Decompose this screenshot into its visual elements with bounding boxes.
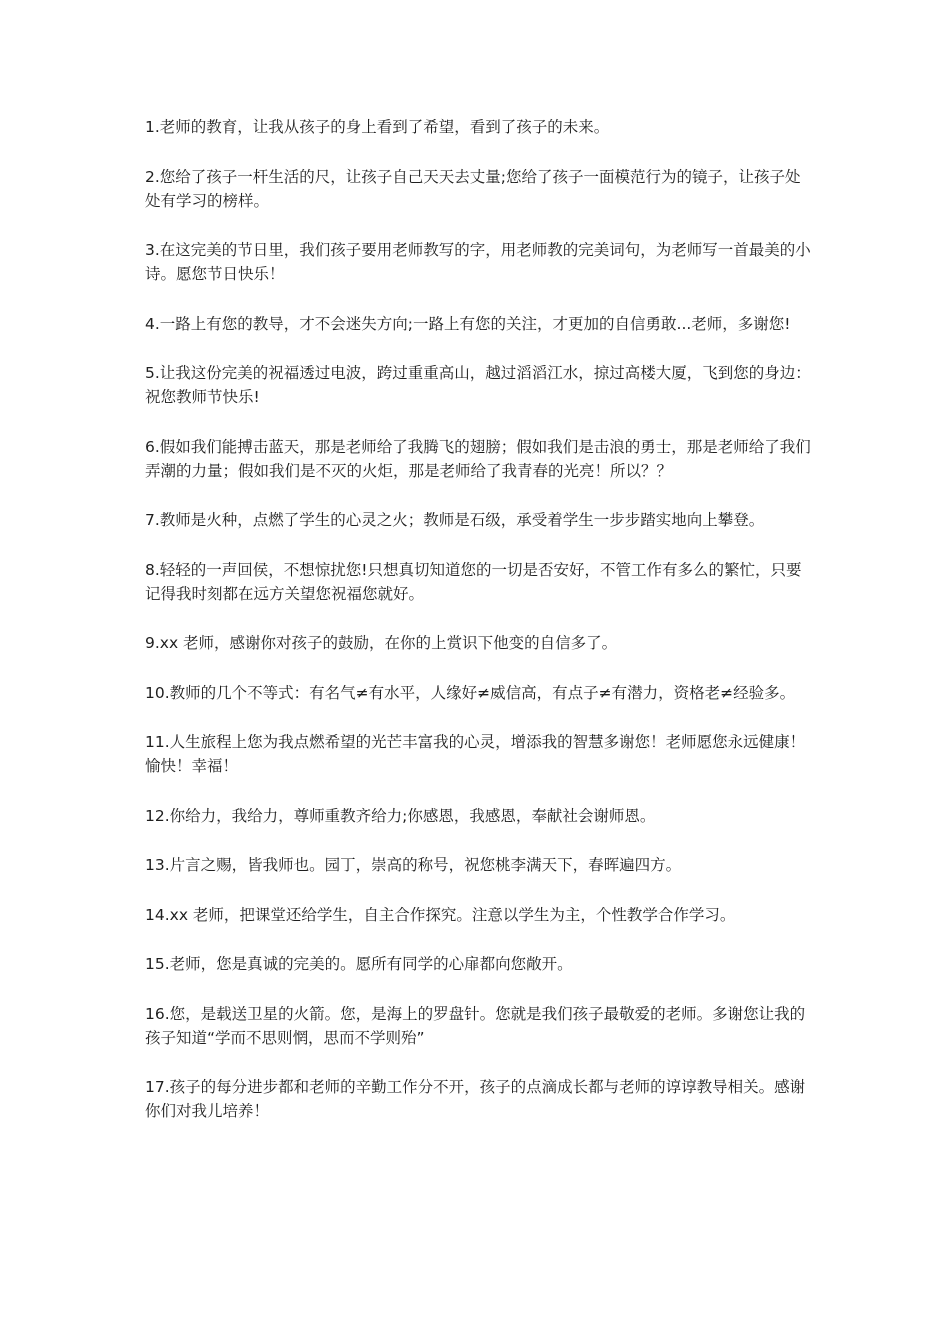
paragraph-6: 6.假如我们能搏击蓝天，那是老师给了我腾飞的翅膀；假如我们是击浪的勇士，那是老师给了我们弄潮的力量；假如我们是不灭的火炬，那是老师给了我青春的光亮！所以？？	[145, 437, 811, 480]
paragraph-14: 14.xx 老师，把课堂还给学生，自主合作探究。注意以学生为主，个性教学合作学习。	[145, 905, 736, 924]
paragraph-7: 7.教师是火种，点燃了学生的心灵之火；教师是石级，承受着学生一步步踏实地向上攀登。	[145, 511, 765, 529]
paragraph-11: 11.人生旅程上您为我点燃希望的光芒丰富我的心灵，增添我的智慧多谢您！老师愿您永远健康！愉快！幸福！	[145, 733, 806, 775]
paragraph-10: 10.教师的几个不等式：有名气≠有水平，人缘好≠威信高，有点子≠有潜力，资格老≠经验多。	[145, 683, 796, 702]
paragraph-12: 12.你给力，我给力，尊师重教齐给力;你感恩，我感恩，奉献社会谢师恩。	[145, 806, 656, 825]
paragraph-3: 3.在这完美的节日里，我们孩子要用老师教写的字，用老师教的完美词句，为老师写一首最美的小诗。愿您节日快乐！	[145, 241, 811, 283]
paragraph-5: 5.让我这份完美的祝福透过电波，跨过重重高山，越过滔滔江水，掠过高楼大厦，飞到您的身边：祝您教师节快乐!	[145, 364, 811, 406]
paragraph-8: 8.轻轻的一声回侯，不想惊扰您!只想真切知道您的一切是否安好，不管工作有多么的繁忙，只要记得我时刻都在远方关望您祝福您就好。	[145, 560, 802, 603]
paragraph-4: 4.一路上有您的教导，才不会迷失方向;一路上有您的关注，才更加的自信勇敢...老师，多谢您!	[145, 314, 791, 333]
paragraph-1: 1.老师的教育，让我从孩子的身上看到了希望，看到了孩子的未来。	[145, 118, 610, 136]
paragraph-15: 15.老师，您是真诚的完美的。愿所有同学的心扉都向您敞开。	[145, 955, 573, 973]
paragraph-2: 2.您给了孩子一杆生活的尺，让孩子自己天天去丈量;您给了孩子一面模范行为的镜子，让孩子处处有学习的榜样。	[145, 167, 801, 210]
paragraph-9: 9.xx 老师，感谢你对孩子的鼓励，在你的上赏识下他变的自信多了。	[145, 634, 618, 652]
paragraph-13: 13.片言之赐，皆我师也。园丁，崇高的称号，祝您桃李满天下，春晖遍四方。	[145, 856, 682, 874]
document-body	[145, 115, 813, 1149]
paragraph-16: 16.您，是载送卫星的火箭。您，是海上的罗盘针。您就是我们孩子最敬爱的老师。多谢您让我的孩子知道“学而不思则惘，思而不学则殆”	[145, 1004, 806, 1047]
paragraph-17: 17.孩子的每分进步都和老师的辛勤工作分不开，孩子的点滴成长都与老师的谆谆教导相关。感谢你们对我儿培养！	[145, 1078, 806, 1120]
